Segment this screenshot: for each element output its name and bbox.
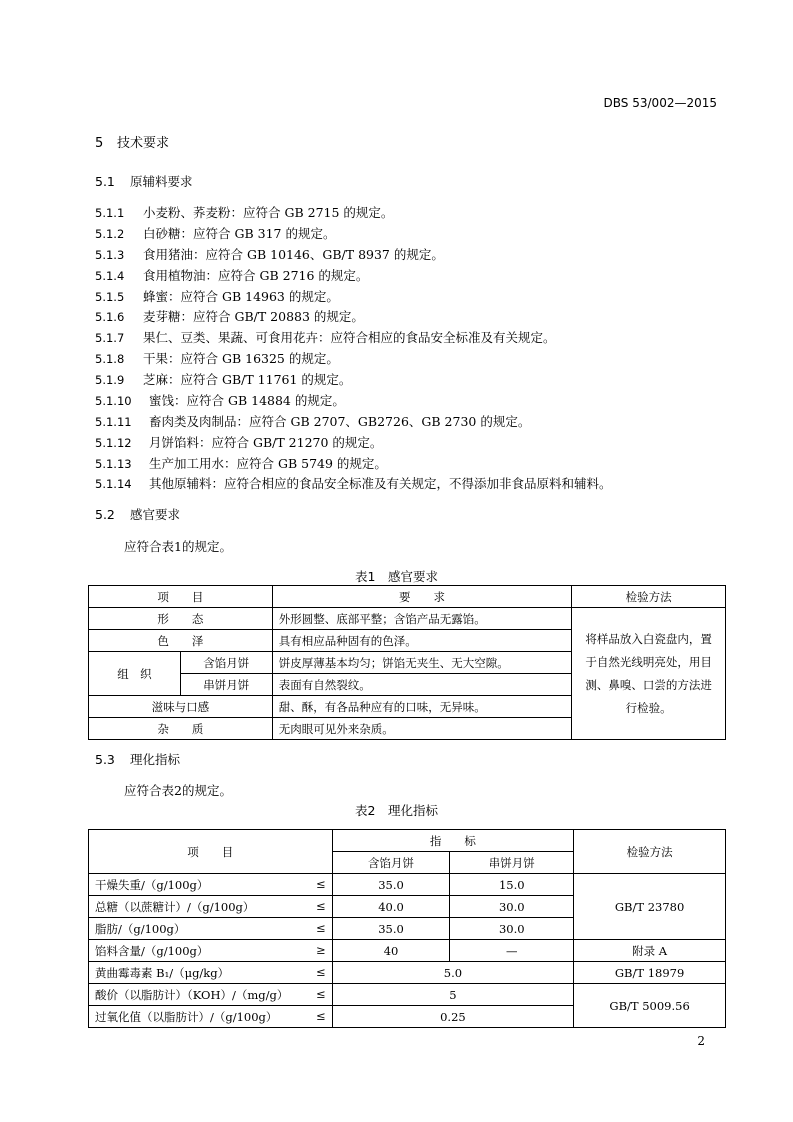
- row-label: [89, 984, 333, 1006]
- item-number: 5.1.4: [95, 269, 125, 283]
- value-string: 15.0: [450, 874, 574, 896]
- table-header-row: [89, 586, 726, 608]
- row-label: [89, 918, 333, 940]
- section-5-heading: [95, 132, 169, 151]
- section-number: 5.1: [95, 174, 115, 189]
- list-item: [95, 224, 335, 242]
- label-text: 过氧化值（以脂肪计）/（g/100g）: [95, 1009, 278, 1024]
- header-item: 项 目: [89, 830, 333, 874]
- item-number: 5.1.8: [95, 352, 125, 366]
- operator: ≤: [315, 1008, 326, 1023]
- section-title: 感官要求: [130, 507, 181, 522]
- list-item: [95, 391, 345, 409]
- table-row: [89, 874, 726, 896]
- list-item: [95, 266, 368, 284]
- method-cell: GB/T 18979: [574, 962, 726, 984]
- list-item: [95, 370, 351, 388]
- row-label: 组 织: [89, 652, 181, 696]
- list-item: [95, 454, 387, 472]
- operator: ≥: [315, 942, 326, 957]
- value-filled: 40.0: [332, 896, 450, 918]
- row-requirement: 甜、酥，有各品种应有的口味，无异味。: [272, 696, 571, 718]
- item-number: 5.1.5: [95, 290, 125, 304]
- sensory-table: [88, 585, 726, 740]
- item-text: 小麦粉、荞麦粉：应符合 GB 2715 的规定。: [143, 205, 394, 220]
- value-merged: 5: [332, 984, 574, 1006]
- header-string-mooncake: 串饼月饼: [450, 852, 574, 874]
- row-requirement: 具有相应品种固有的色泽。: [272, 630, 571, 652]
- item-text: 白砂糖：应符合 GB 317 的规定。: [143, 226, 336, 241]
- row-label: [89, 940, 333, 962]
- header-index: 指 标: [332, 830, 574, 852]
- page-number: 2: [697, 1034, 705, 1048]
- item-number: 5.1.13: [95, 457, 132, 471]
- operator: ≤: [315, 898, 326, 913]
- label-text: 总糖（以蔗糖计）/（g/100g）: [95, 899, 255, 914]
- row-requirement: 表面有自然裂纹。: [272, 674, 571, 696]
- item-text: 食用植物油：应符合 GB 2716 的规定。: [143, 268, 369, 283]
- table-row: [89, 984, 726, 1006]
- section-5-3-paragraph: 应符合表2的规定。: [124, 783, 232, 798]
- value-string: 30.0: [450, 896, 574, 918]
- section-number: 5: [95, 136, 104, 151]
- header-method: 检验方法: [572, 586, 726, 608]
- label-text: 酸价（以脂肪计）（KOH）/（mg/g）: [95, 987, 289, 1002]
- list-item: [95, 245, 444, 263]
- list-item: [95, 412, 530, 430]
- item-number: 5.1.11: [95, 415, 132, 429]
- row-label: [89, 1006, 333, 1028]
- item-number: 5.1.2: [95, 227, 125, 241]
- label-text: 馅料含量/（g/100g）: [95, 943, 209, 958]
- item-number: 5.1.9: [95, 373, 125, 387]
- table-2-caption: 表2 理化指标: [355, 803, 438, 818]
- list-item: [95, 433, 382, 451]
- value-string: 30.0: [450, 918, 574, 940]
- table-row: [89, 608, 726, 630]
- table-row: [89, 940, 726, 962]
- header-method: 检验方法: [574, 830, 726, 874]
- list-item: [95, 474, 612, 492]
- section-5-3-heading: [95, 750, 180, 768]
- item-text: 食用猪油：应符合 GB 10146、GB/T 8937 的规定。: [143, 247, 444, 262]
- item-number: 5.1.3: [95, 248, 125, 262]
- value-merged: 0.25: [332, 1006, 574, 1028]
- item-text: 果仁、豆类、果蔬、可食用花卉：应符合相应的食品安全标准及有关规定。: [143, 330, 556, 345]
- row-requirement: 饼皮厚薄基本均匀；饼馅无夹生、无大空隙。: [272, 652, 571, 674]
- item-text: 生产加工用水：应符合 GB 5749 的规定。: [149, 456, 387, 471]
- operator: ≤: [315, 986, 326, 1001]
- value-filled: 40: [332, 940, 450, 962]
- row-label: 形 态: [89, 608, 273, 630]
- method-cell: GB/T 5009.56: [574, 984, 726, 1028]
- list-item: [95, 328, 556, 346]
- list-item: [95, 287, 339, 305]
- item-number: 5.1.12: [95, 436, 132, 450]
- table-header-row: [89, 830, 726, 852]
- inspection-method: 将样品放入白瓷盘内，置于自然光线明亮处，用目测、鼻嗅、口尝的方法进行检验。: [572, 608, 726, 740]
- section-5-2-paragraph: 应符合表1的规定。: [124, 539, 232, 554]
- physicochemical-table: [88, 829, 726, 1028]
- section-title: 理化指标: [130, 752, 181, 767]
- section-number: 5.2: [95, 507, 115, 522]
- row-label: [89, 874, 333, 896]
- header-requirement: 要 求: [272, 586, 571, 608]
- list-item: [95, 203, 393, 221]
- table-row: [89, 962, 726, 984]
- value-merged: 5.0: [332, 962, 574, 984]
- section-title: 技术要求: [117, 136, 170, 151]
- label-text: 黄曲霉毒素 B₁/（μg/kg）: [95, 965, 230, 980]
- item-number: 5.1.7: [95, 331, 125, 345]
- header-item: 项 目: [89, 586, 273, 608]
- item-number: 5.1.14: [95, 477, 132, 491]
- item-text: 其他原辅料：应符合相应的食品安全标准及有关规定，不得添加非食品原料和辅料。: [149, 476, 612, 491]
- item-text: 畜肉类及肉制品：应符合 GB 2707、GB2726、GB 2730 的规定。: [149, 414, 531, 429]
- item-text: 芝麻：应符合 GB/T 11761 的规定。: [143, 372, 352, 387]
- item-number: 5.1.6: [95, 310, 125, 324]
- item-number: 5.1.1: [95, 206, 125, 220]
- row-requirement: 外形圆整、底部平整；含馅产品无露馅。: [272, 608, 571, 630]
- value-filled: 35.0: [332, 874, 450, 896]
- operator: ≤: [315, 876, 326, 891]
- row-sublabel: 串饼月饼: [180, 674, 272, 696]
- row-label: [89, 896, 333, 918]
- operator: ≤: [315, 964, 326, 979]
- item-text: 麦芽糖：应符合 GB/T 20883 的规定。: [143, 309, 364, 324]
- method-cell: GB/T 23780: [574, 874, 726, 940]
- item-text: 蜜饯：应符合 GB 14884 的规定。: [149, 393, 345, 408]
- row-label: [89, 962, 333, 984]
- label-text: 干燥失重/（g/100g）: [95, 877, 209, 892]
- label-text: 脂肪/（g/100g）: [95, 921, 186, 936]
- method-cell: 附录 A: [574, 940, 726, 962]
- row-sublabel: 含馅月饼: [180, 652, 272, 674]
- list-item: [95, 307, 364, 325]
- row-label: 色 泽: [89, 630, 273, 652]
- document-id: DBS 53/002—2015: [603, 96, 717, 110]
- section-title: 原辅料要求: [130, 174, 193, 189]
- item-number: 5.1.10: [95, 394, 132, 408]
- list-item: [95, 349, 339, 367]
- row-requirement: 无肉眼可见外来杂质。: [272, 718, 571, 740]
- table-1-caption: 表1 感官要求: [355, 569, 438, 584]
- value-string: —: [450, 940, 574, 962]
- operator: ≤: [315, 920, 326, 935]
- value-filled: 35.0: [332, 918, 450, 940]
- item-text: 干果：应符合 GB 16325 的规定。: [143, 351, 339, 366]
- section-number: 5.3: [95, 752, 115, 767]
- header-filled-mooncake: 含馅月饼: [332, 852, 450, 874]
- item-text: 蜂蜜：应符合 GB 14963 的规定。: [143, 289, 339, 304]
- row-label: 杂 质: [89, 718, 273, 740]
- item-text: 月饼馅料：应符合 GB/T 21270 的规定。: [149, 435, 383, 450]
- section-5-2-heading: [95, 505, 180, 523]
- section-5-1-heading: [95, 172, 193, 190]
- row-label: 滋味与口感: [89, 696, 273, 718]
